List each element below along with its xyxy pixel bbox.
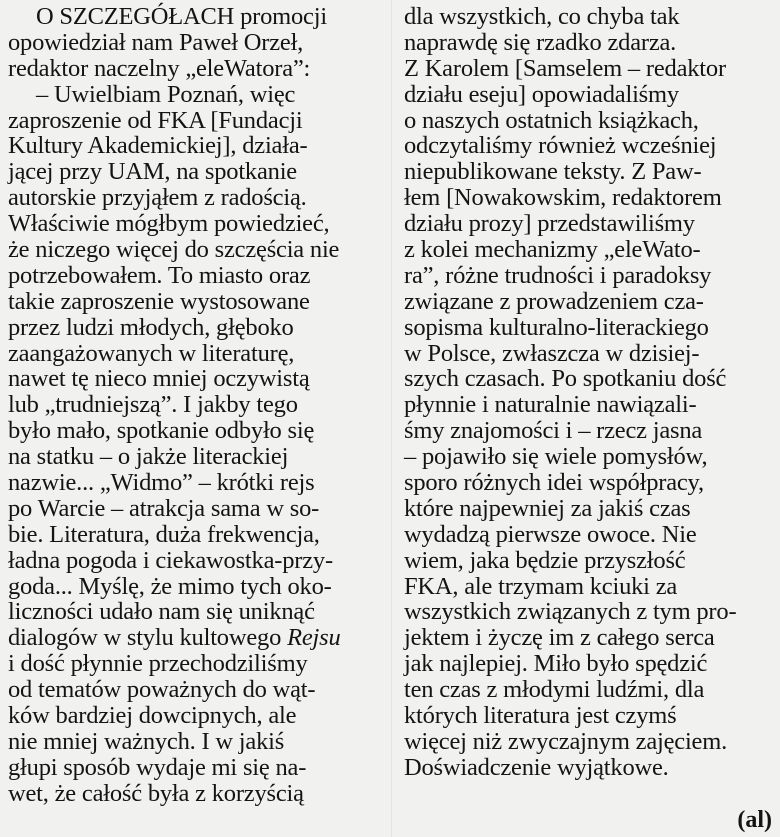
text-line-23 [8, 574, 380, 600]
text-line-r9 [404, 211, 774, 237]
text-line-11-text: potrzebowałem. To miasto oraz [8, 261, 311, 289]
text-line-29 [8, 729, 380, 755]
text-line-24-text: liczności udało nam się uniknąć [8, 598, 315, 626]
text-line-20-text: po Warcie – atrakcja sama w so- [8, 494, 320, 522]
text-line-r18 [404, 444, 774, 470]
text-line-r30-text: Doświadczenie wyjątkowe. [404, 753, 669, 781]
text-line-9 [8, 211, 380, 237]
text-line-r4 [404, 82, 774, 108]
text-line-r27-text: ten czas z młodymi ludźmi, dla [404, 676, 705, 704]
text-line-r15-text: szych czasach. Po spotkaniu dość [404, 365, 727, 393]
text-line-r22 [404, 548, 774, 574]
text-line-r2 [404, 30, 774, 56]
text-line-17 [8, 418, 380, 444]
text-line-r17-text: śmy znajomości i – rzecz jasna [404, 417, 703, 445]
text-line-19-text: nazwie... „Widmo” – krótki rejs [8, 469, 315, 497]
text-line-26 [8, 651, 380, 677]
text-line-25 [8, 625, 380, 651]
article-column-left [8, 4, 380, 807]
text-line-20 [8, 496, 380, 522]
text-line-10-text: że niczego więcej do szczęścia nie [8, 236, 340, 264]
text-line-r20-text: które najpewniej za jakiś czas [404, 494, 691, 522]
text-line-r25-text: jektem i życzę im z całego serca [404, 624, 715, 652]
text-line-17-text: było mało, spotkanie odbyło się [8, 417, 315, 445]
text-line-r5 [404, 108, 774, 134]
text-line-3-text: redaktor naczelny „eleWatora”: [8, 54, 311, 82]
text-line-r12-text: związane z prowadzeniem cza- [404, 287, 704, 315]
text-line-14 [8, 341, 380, 367]
text-line-12 [8, 289, 380, 315]
text-line-5 [8, 108, 380, 134]
text-line-6 [8, 133, 380, 159]
text-line-2 [8, 30, 380, 56]
text-line-22 [8, 548, 380, 574]
text-line-30 [8, 755, 380, 781]
text-line-4 [8, 82, 380, 108]
text-line-r7-text: niepublikowane teksty. Z Paw- [404, 158, 702, 186]
text-line-r10-text: z kolei mechanizmy „eleWato- [404, 236, 701, 264]
text-line-16-text: lub „trudniejszą”. I jakby tego [8, 391, 298, 419]
text-line-r21-text: wydadzą pierwsze owoce. Nie [404, 520, 697, 548]
text-line-r22-text: wiem, jaka będzie przyszłość [404, 546, 686, 574]
text-line-r6-text: odczytaliśmy również wcześniej [404, 132, 717, 160]
text-line-7-text: jącej przy UAM, na spotkanie [8, 158, 297, 186]
text-line-r23 [404, 574, 774, 600]
text-line-r3 [404, 56, 774, 82]
text-line-r23-text: FKA, ale trzymam kciuki za [404, 572, 678, 600]
text-line-r27 [404, 677, 774, 703]
text-line-r13 [404, 315, 774, 341]
text-line-26-text: i dość płynnie przechodziliśmy [8, 650, 308, 678]
text-line-2-text: opowiedział nam Paweł Orzeł, [8, 28, 304, 56]
text-line-r28 [404, 703, 774, 729]
text-line-r5-text: o naszych ostatnich książkach, [404, 106, 699, 134]
text-line-3 [8, 56, 380, 82]
text-line-r19 [404, 470, 774, 496]
text-line-1 [8, 4, 380, 30]
text-line-r25 [404, 625, 774, 651]
text-line-12-text: takie zaproszenie wystosowane [8, 287, 310, 315]
text-line-r1-text: dla wszystkich, co chyba tak [404, 3, 680, 30]
text-line-r4-text: działu eseju] opowiadaliśmy [404, 80, 679, 108]
text-line-8-text: autorskie przyjąłem z radością. [8, 184, 307, 212]
text-line-r13-text: sopisma kulturalno-literackiego [404, 313, 709, 341]
text-line-18 [8, 444, 380, 470]
text-line-r1 [404, 4, 774, 30]
text-line-31 [8, 781, 380, 807]
text-line-r16-text: płynnie i naturalnie nawiązali- [404, 391, 697, 419]
text-line-r9-text: działu prozy] przedstawiliśmy [404, 210, 695, 238]
text-line-r3-text: Z Karolem [Samselem – redaktor [404, 54, 726, 82]
text-line-27-text: od tematów poważnych do wąt- [8, 676, 316, 704]
text-line-r15 [404, 366, 774, 392]
text-line-14-text: zaangażowanych w literaturę, [8, 339, 295, 367]
text-line-r28-text: których literatura jest czymś [404, 702, 677, 730]
text-line-r14-text: w Polsce, zwłaszcza w dzisiej- [404, 339, 700, 367]
text-line-r11-text: ra”, różne trudności i paradoksy [404, 261, 712, 289]
text-line-7 [8, 159, 380, 185]
text-line-r6 [404, 133, 774, 159]
text-line-r26-text: jak najlepiej. Miło było spędzić [404, 650, 708, 678]
text-line-r8-text: łem [Nowakowskim, redaktorem [404, 184, 722, 212]
text-line-r19-text: sporo różnych idei współpracy, [404, 469, 704, 497]
text-line-r17 [404, 418, 774, 444]
text-line-21 [8, 522, 380, 548]
text-line-r14 [404, 341, 774, 367]
italic-title-rejsu: Rejsu [287, 624, 341, 652]
author-signature: (al) [737, 807, 772, 833]
text-line-19 [8, 470, 380, 496]
text-line-r26 [404, 651, 774, 677]
text-line-23-text: goda... Myślę, że mimo tych oko- [8, 572, 332, 600]
text-line-r12 [404, 289, 774, 315]
text-line-8 [8, 185, 380, 211]
text-line-13 [8, 315, 380, 341]
text-line-r18-text: – pojawiło się wiele pomysłów, [404, 443, 708, 471]
text-line-13-text: przez ludzi młodych, głęboko [8, 313, 294, 341]
text-line-r11 [404, 263, 774, 289]
text-line-r21 [404, 522, 774, 548]
text-line-r7 [404, 159, 774, 185]
text-line-15 [8, 366, 380, 392]
text-line-21-text: bie. Literatura, duża frekwencja, [8, 520, 320, 548]
text-line-r8 [404, 185, 774, 211]
text-line-4-text: – Uwielbiam Poznań, więc [36, 80, 296, 108]
text-line-16 [8, 392, 380, 418]
text-line-9-text: Właściwie mógłbym powiedzieć, [8, 210, 330, 238]
text-line-r20 [404, 496, 774, 522]
text-line-r29-text: więcej niż zwyczajnym zajęciem. [404, 727, 728, 755]
text-line-11 [8, 263, 380, 289]
text-line-30-text: głupi sposób wydaje mi się na- [8, 753, 307, 781]
text-line-1-text: O SZCZEGÓŁACH promocji [36, 3, 327, 30]
text-line-r24-text: wszystkich związanych z tym pro- [404, 598, 737, 626]
text-line-27 [8, 677, 380, 703]
text-line-6-text: Kultury Akademickiej], działa- [8, 132, 308, 160]
text-line-r24 [404, 599, 774, 625]
article-column-right [404, 4, 774, 781]
column-divider [391, 0, 392, 837]
text-line-29-text: nie mniej ważnych. I w jakiś [8, 727, 285, 755]
text-line-15-text: nawet tę nieco mniej oczywistą [8, 365, 310, 393]
text-line-31-text: wet, że całość była z korzyścią [8, 779, 304, 807]
text-line-r30 [404, 755, 774, 781]
text-line-10 [8, 237, 380, 263]
text-line-22-text: ładna pogoda i ciekawostka-przy- [8, 546, 333, 574]
text-line-24 [8, 599, 380, 625]
text-line-r2-text: naprawdę się rzadko zdarza. [404, 28, 677, 56]
text-line-r10 [404, 237, 774, 263]
text-line-r16 [404, 392, 774, 418]
text-line-5-text: zaproszenie od FKA [Fundacji [8, 106, 303, 134]
text-line-25-text: dialogów w stylu kultowego [8, 624, 282, 652]
text-line-28-text: ków bardziej dowcipnych, ale [8, 702, 297, 730]
text-line-r29 [404, 729, 774, 755]
text-line-28 [8, 703, 380, 729]
text-line-18-text: na statku – o jakże literackiej [8, 443, 289, 471]
